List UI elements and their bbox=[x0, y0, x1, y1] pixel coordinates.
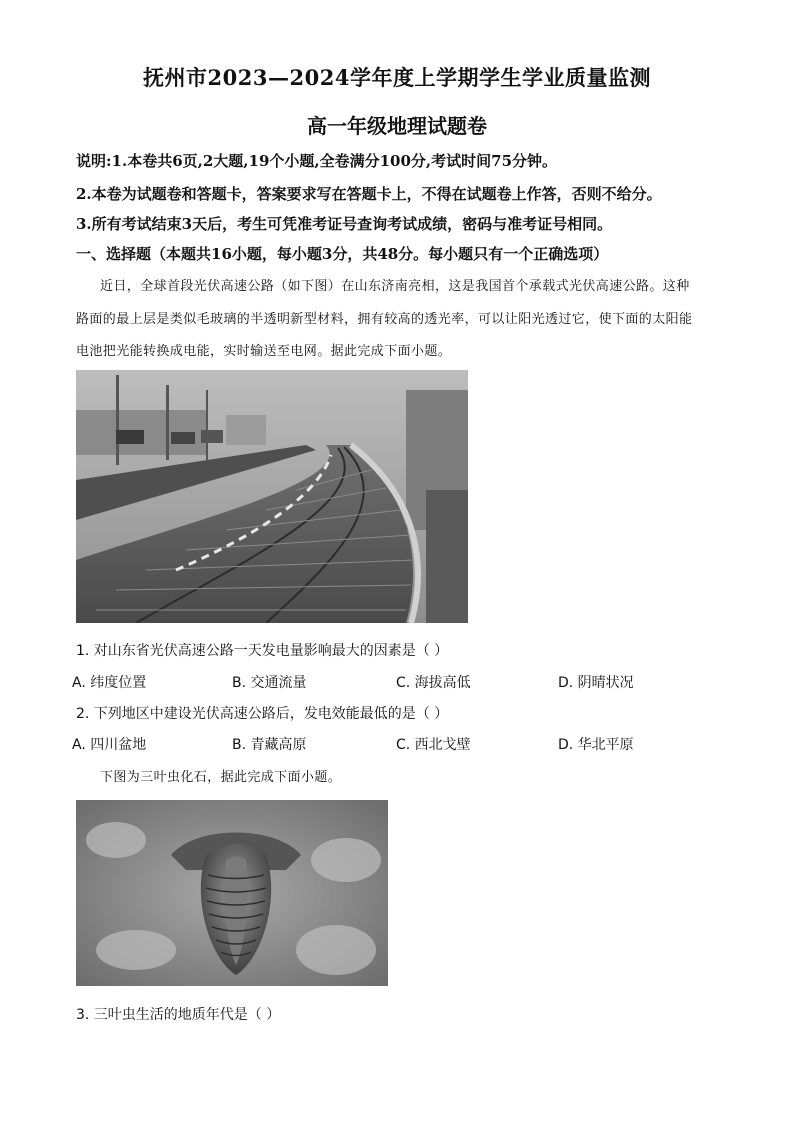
passage1-line-2: 路面的最上层是类似毛玻璃的半透明新型材料，拥有较高的透光率，可以让阳光透过它，使下面的太阳能 bbox=[76, 312, 693, 327]
exam-title: 抚州市2023—2024学年度上学期学生学业质量监测 bbox=[143, 65, 651, 90]
trilobite-fossil-photo bbox=[76, 800, 388, 986]
q2-option-d[interactable]: D. 华北平原 bbox=[558, 737, 634, 753]
passage2: 下图为三叶虫化石，据此完成下面小题。 bbox=[100, 770, 342, 785]
q2-option-a[interactable]: A. 四川盆地 bbox=[72, 737, 147, 753]
note-2: 2.本卷为试题卷和答题卡，答案要求写在答题卡上，不得在试题卷上作答，否则不给分。 bbox=[76, 185, 662, 203]
section-heading: 一、选择题（本题共16小题，每小题3分，共48分。每小题只有一个正确选项） bbox=[76, 245, 609, 263]
solar-highway-photo bbox=[76, 370, 468, 623]
q1-option-b[interactable]: B. 交通流量 bbox=[232, 675, 307, 691]
question-3-stem: 3. 三叶虫生活的地质年代是（ ） bbox=[76, 1007, 281, 1023]
note-3: 3.所有考试结束3天后，考生可凭准考证号查询考试成绩，密码与准考证号相同。 bbox=[76, 215, 613, 233]
passage1-line-1: 近日，全球首段光伏高速公路（如下图）在山东济南亮相，这是我国首个承载式光伏高速公路。这种 bbox=[100, 279, 690, 294]
question-2-stem: 2. 下列地区中建设光伏高速公路后，发电效能最低的是（ ） bbox=[76, 706, 449, 722]
q1-option-a[interactable]: A. 纬度位置 bbox=[72, 675, 147, 691]
exam-subtitle: 高一年级地理试题卷 bbox=[307, 114, 487, 138]
q1-option-d[interactable]: D. 阴晴状况 bbox=[558, 675, 634, 691]
q2-option-c[interactable]: C. 西北戈壁 bbox=[396, 737, 471, 753]
passage1-line-3: 电池把光能转换成电能，实时输送至电网。据此完成下面小题。 bbox=[76, 344, 452, 359]
q2-option-b[interactable]: B. 青藏高原 bbox=[232, 737, 307, 753]
q1-option-c[interactable]: C. 海拔高低 bbox=[396, 675, 471, 691]
note-1: 说明:1.本卷共6页,2大题,19个小题,全卷满分100分,考试时间75分钟。 bbox=[76, 152, 558, 170]
question-1-stem: 1. 对山东省光伏高速公路一天发电量影响最大的因素是（ ） bbox=[76, 643, 449, 659]
